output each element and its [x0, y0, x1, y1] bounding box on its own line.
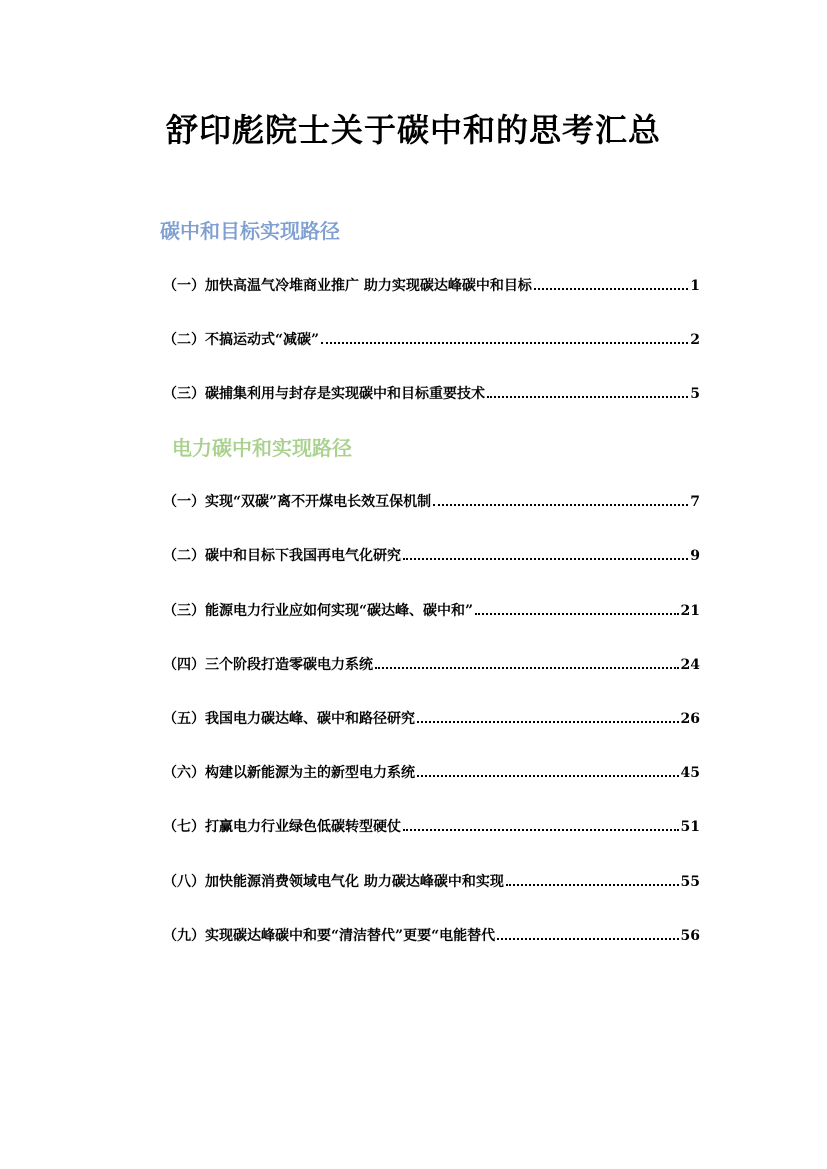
section-heading-power-carbon-neutral-path: 电力碳中和实现路径 — [172, 436, 352, 460]
toc-entry-page: 21 — [680, 603, 700, 619]
toc-entry-page: 1 — [690, 278, 700, 294]
document-title: 舒印彪院士关于碳中和的思考汇总 — [165, 111, 661, 149]
toc-entry-page: 24 — [680, 657, 700, 673]
toc-leader — [475, 597, 678, 615]
toc-entry-label: （四）三个阶段打造零碳电力系统 — [163, 657, 373, 673]
toc-leader — [433, 488, 688, 506]
toc-entry-page: 45 — [680, 765, 700, 781]
toc-entry-label: （一）加快高温气冷堆商业推广 助力实现碳达峰碳中和目标 — [163, 278, 532, 294]
toc-entry[interactable] — [163, 922, 700, 944]
toc-entry-label: （三）能源电力行业应如何实现“碳达峰、碳中和” — [163, 603, 474, 619]
toc-entry[interactable] — [163, 868, 700, 890]
toc-entry-label: （六）构建以新能源为主的新型电力系统 — [163, 765, 415, 781]
toc-entry[interactable] — [163, 597, 700, 619]
toc-entry-page: 51 — [680, 819, 700, 835]
toc-entry[interactable] — [163, 272, 700, 294]
toc-entry[interactable] — [163, 542, 700, 564]
toc-entry[interactable] — [163, 759, 700, 781]
toc-entry-label: （二）不搞运动式“减碳” — [163, 332, 320, 348]
toc-leader — [534, 272, 688, 290]
toc-entry[interactable] — [163, 705, 700, 727]
toc-entry-label: （九）实现碳达峰碳中和要“清洁替代”更要“电能替代 — [163, 928, 496, 944]
toc-entry-page: 7 — [690, 494, 700, 510]
toc-entry-label: （七）打赢电力行业绿色低碳转型硬仗 — [163, 819, 401, 835]
toc-entry-page: 9 — [690, 548, 700, 564]
toc-entry[interactable] — [163, 651, 700, 673]
toc-leader — [321, 326, 688, 344]
toc-entry-label: （一）实现“双碳”离不开煤电长效互保机制 — [163, 494, 432, 510]
toc-leader — [506, 868, 679, 886]
toc-entry-label: （二）碳中和目标下我国再电气化研究 — [163, 548, 401, 564]
toc-leader — [487, 380, 688, 398]
toc-entry[interactable] — [163, 380, 700, 402]
toc-entry-label: （五）我国电力碳达峰、碳中和路径研究 — [163, 711, 415, 727]
toc-leader — [497, 922, 678, 940]
toc-entry[interactable] — [163, 488, 700, 510]
toc-leader — [417, 759, 679, 777]
toc-leader — [403, 813, 679, 831]
toc-entry[interactable] — [163, 813, 700, 835]
toc-entry-page: 56 — [680, 928, 700, 944]
toc-entry[interactable] — [163, 326, 700, 348]
section-heading-carbon-neutral-path: 碳中和目标实现路径 — [160, 219, 340, 243]
toc-leader — [375, 651, 679, 669]
toc-entry-page: 55 — [680, 874, 700, 890]
toc-leader — [403, 542, 688, 560]
toc-entry-page: 5 — [690, 386, 700, 402]
toc-entry-label: （三）碳捕集利用与封存是实现碳中和目标重要技术 — [163, 386, 485, 402]
toc-entry-label: （八）加快能源消费领域电气化 助力碳达峰碳中和实现 — [163, 874, 504, 890]
toc-leader — [417, 705, 679, 723]
toc-entry-page: 2 — [690, 332, 700, 348]
toc-entry-page: 26 — [680, 711, 700, 727]
